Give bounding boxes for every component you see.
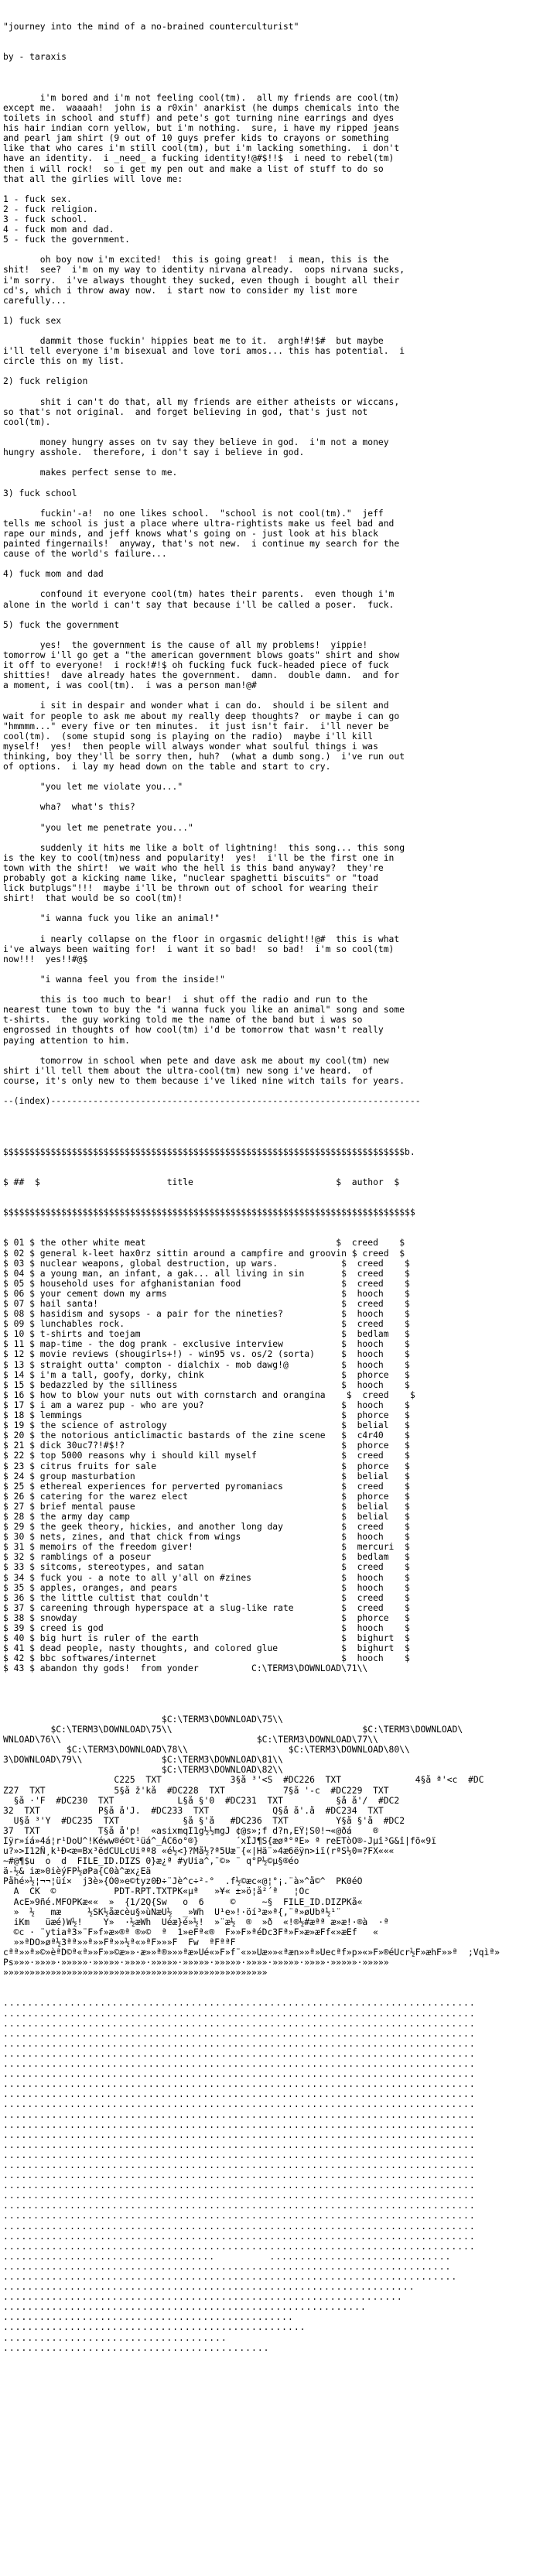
story-line: i nearly collapse on the floor in orgasmic delight!!@# this is what: [3, 933, 400, 944]
story-line: painted fingernails! anyway, that's not new. i continue my search for the: [3, 538, 400, 549]
story-line: nearest tune town to buy the "i wanna fuck you like an animal" song and some: [3, 1005, 405, 1016]
trailer-line: ................................................: [3, 2312, 294, 2323]
trailer-line: ..............................................................................: [3, 2129, 476, 2140]
story-line: "hmmmm..." every five or ten minutes. it just isn't fair. i'll never be: [3, 721, 389, 731]
trailer-line: ..............................................................................: [3, 2048, 476, 2059]
story-line: course, it's only new to them because i've liked nine witch tails for years.: [3, 1075, 405, 1086]
story-line: cool(tm).: [3, 416, 51, 427]
story-line: i've always been waiting for! i want it so bad! so bad! i'm so cool(tm): [3, 944, 395, 954]
story-line: [3, 83, 554, 93]
index-row: $ 25 $ ethereal experiences for perverted pyromaniacs $ creed $: [3, 1481, 410, 1492]
story-line: suddenly it hits me like a bolt of lightning! this song... this song: [3, 842, 405, 853]
garbage-line: Påhé»½¦¬¬¦üí× j3è»{Ò0»e©tyz0Ð÷¨Jè^c÷²-° .f½©æc«@¦°¡.¨à»^å©^ PK0éÕ: [3, 1876, 363, 1887]
garbage-line: Iÿr»íá»4á¦r¹DoU^!Kéww®é©t¹üá^_ÁC6o°®} ´xÏJ¶S{æøª°ªE» ª reETòO®-Jµî³G&î|fõ«9ï: [3, 1835, 437, 1846]
index-row: $ 18 $ lemmings $ phorce $: [3, 1410, 410, 1421]
story-line: shirt i'll tell them about the ultra-cool(tm) new song i've heard. of: [3, 1065, 374, 1076]
trailer-line: ....................................................................: [3, 2282, 415, 2293]
story-line: 5) fuck the government: [3, 619, 120, 630]
story-line: "i wanna feel you from the inside!": [3, 975, 225, 985]
story-line: cause of the world's failure...: [3, 549, 167, 560]
index-rows: [3, 1238, 554, 1673]
trailer-line: ..............................................................................: [3, 2008, 476, 2019]
story-line: [3, 813, 554, 823]
story-line: and pearl jam shirt (9 out of 10 guys prefer kids to crayons or something: [3, 133, 389, 144]
story-line: [3, 184, 554, 194]
story-line: [3, 457, 554, 468]
story-line: [3, 427, 554, 437]
trailer-line: ..............................................................................: [3, 2059, 476, 2070]
garbage-line: C225 TXT 3§å ³'<S #DC226 TXT 4§å ª'<c #DC: [3, 1775, 484, 1786]
trailer-line: ..........................................................................: [3, 2261, 452, 2272]
trailer-line: ..............................................................................: [3, 2028, 476, 2039]
garbage-line: $C:\TERM3\DOWNLOAD\75\\ $C:\TERM3\DOWNLOAD\: [3, 1724, 463, 1735]
story-line: shit! see? i'm on my way to identity nirvana already. oops nirvana sucks,: [3, 265, 405, 276]
trailer-line: ..............................................................................: [3, 2139, 476, 2150]
trailer-line: ..............................................................................: [3, 2099, 476, 2110]
trailer-line: ..............................................................................: [3, 2069, 476, 2080]
story-line: [3, 924, 554, 934]
index-row: $ 27 $ brief mental pause $ belial $: [3, 1501, 410, 1512]
story-line: that all the girlies will love me:: [3, 173, 183, 184]
story-line: 2 - fuck religion.: [3, 204, 98, 214]
garbage-line: A CK © PDT-RPT.TXTPK«µª »¥« ±»ö¦å²´ª ¦Oc: [3, 1886, 310, 1897]
garbage-line: Ps»»»·»»»»·»»»»»·»»»»»·»»»»·»»»»»·»»»»»·»»»»»·»»»»·»»»»»·»»»»·»»»»»·»»»»»: [3, 1958, 389, 1968]
trailer-line: ..............................................................................: [3, 2241, 476, 2252]
story-line: [3, 579, 554, 589]
index-row: $ 22 $ top 5000 reasons why i should kill myself $ creed $: [3, 1451, 410, 1461]
story-line: rape our minds, and jeff knows what's going on - just look at his black: [3, 528, 378, 539]
index-row: $ 09 $ lunchables rock. $ creed $: [3, 1319, 410, 1330]
dotted-trailer: [3, 1998, 554, 2352]
trailer-line: ..............................................................................: [3, 2018, 476, 2029]
story-line: 2) fuck religion: [3, 376, 88, 387]
trailer-line: ..............................................................................: [3, 2089, 476, 2100]
story-line: thinking, boy they'll be sorry then, huh? (what a dumb song.) i've run out: [3, 751, 405, 762]
trailer-line: ..............................................................................: [3, 2038, 476, 2049]
trailer-line: ..................................................: [3, 2322, 306, 2333]
garbage-line: §å ·'F #DC230 TXT L§å §'0 #DC231 TXT §å å'/ #DC2: [3, 1795, 400, 1806]
story-line: yes! the government is the cause of all my problems! yippie!: [3, 639, 368, 650]
story-line: [3, 610, 554, 620]
story-line: i sit in despair and wonder what i can do. should i be silent and: [3, 701, 389, 711]
trailer-line: ..............................................................................: [3, 2109, 476, 2120]
index-row: $ 40 $ big hurt is ruler of the earth $ bighurt $: [3, 1633, 410, 1644]
trailer-line: ..............................................................................: [3, 2079, 476, 2090]
index-row: $ 13 $ straight outta' compton - dialchix - mob dawg!@ $ hooch $: [3, 1359, 410, 1370]
garbage-line: cªª»»ª»©»èªD©ª«ª»»F»»©æ»»·æ»»ª®»»»ªæ»Ué«»F»f¨«»»Uæ»»«ªæn»»ª»Uecªf»p»«»F»®éUcr½F»æhF»»ª ;Vqìª»: [3, 1947, 500, 1958]
story-line: shitties! dave already hates the government. damn. double damn. and for: [3, 670, 400, 681]
index-top-border: $$$$$$$$$$$$$$$$$$$$$$$$$$$$$$$$$$$$$$$$$$$$$$$$$$$$$$$$$$$$$$$$$$$$$$$$$$$$b.: [3, 1146, 415, 1157]
index-row: $ 30 $ nets, zines, and that chick from wings $ hooch $: [3, 1532, 410, 1543]
index-row: $ 33 $ sitcoms, stereotypes, and satan $ creed $: [3, 1562, 410, 1573]
story-line: tells me school is just a place where ultra-rightists make us feel bad and: [3, 518, 395, 529]
index-table: [3, 1126, 554, 1694]
story-line: paying attention to him.: [3, 1035, 130, 1046]
story-line: cd's, which i throw away now. i start now to consider my list more: [3, 285, 357, 296]
trailer-line: ..............................................................................: [3, 2150, 476, 2160]
trailer-line: ..............................................................................: [3, 2211, 476, 2221]
trailer-line: ..............................................................................: [3, 2119, 476, 2130]
story-line: 1 - fuck sex.: [3, 194, 72, 204]
story-line: "you let me penetrate you...": [3, 822, 193, 833]
story-line: wait for people to ask me about my really deep thoughts? or maybe i can go: [3, 711, 400, 721]
garbage-line: $C:\TERM3\DOWNLOAD\82\\: [3, 1765, 283, 1776]
garbage-line: »»»»»»»»»»»»»»»»»»»»»»»»»»»»»»»»»»»»»»»»»»»»»»»»»»: [3, 1968, 268, 1978]
story-line: myself! yes! then people will always wonder what soulful things i was: [3, 741, 378, 752]
index-row: $ 06 $ your cement down my arms $ hooch $: [3, 1288, 410, 1299]
story-line: [3, 306, 554, 316]
index-header-row: $ ## $ title $ author $: [3, 1177, 400, 1187]
garbage-line: iKm üæé)W½! Y» ·½æWh Uéæ}é»½! »¨æ½ ® »ð «!®½#æªª æ»æ!·®à ·ª: [3, 1917, 389, 1927]
story-line: engrossed in thoughts of how cool(tm) i'd be tomorrow that wasn't really: [3, 1025, 384, 1036]
story-line: oh boy now i'm excited! this is going great! i mean, this is the: [3, 255, 389, 265]
trailer-line: ..............................................................................: [3, 2201, 476, 2211]
story-line: tomorrow in school when pete and dave ask me about my cool(tm) new: [3, 1055, 389, 1066]
story-line: cool(tm). (some stupid song is playing on the radio) maybe i'll kill: [3, 731, 374, 742]
trailer-line: ................................... ..............................: [3, 2251, 452, 2262]
story-line: then i will rock! so i get my pen out and make a list of stuff to do so: [3, 163, 384, 174]
story-line: i'm bored and i'm not feeling cool(tm). all my friends are cool(tm): [3, 92, 400, 103]
index-row: $ 23 $ citrus fruits for sale $ phorce $: [3, 1461, 410, 1471]
story-line: shit i can't do that, all my friends are either atheists or wiccans,: [3, 396, 400, 407]
garbage-line: » ½ mæ ½SK½åæcèu§»ùNæU½ _»Wh U¹e»!·öí³æ»ª{,¨ª»øUbª½¹¨: [3, 1906, 342, 1917]
index-row: $ 34 $ fuck you - a note to all y'all on #zines $ hooch $: [3, 1572, 410, 1583]
index-row: $ 19 $ the science of astrology $ belial $: [3, 1420, 410, 1431]
index-row: $ 05 $ household uses for afghanistanian food $ creed $: [3, 1278, 410, 1289]
index-row: $ 11 $ map-time - the dog prank - exclusive interview $ hooch $: [3, 1339, 410, 1350]
story-line: lick butplugs"!!! maybe i'll be thrown out of school for wearing their: [3, 883, 378, 894]
trailer-line: .....................................: [3, 2332, 227, 2343]
story-line: [3, 964, 554, 975]
garbage-line: Z27 TXT 5§å ž'kå #DC228 TXT 7§å '-c #DC229 TXT: [3, 1785, 389, 1796]
story-line: i'm sorry. i've always thought they sucked, even though i bought all their: [3, 275, 400, 286]
story-line: have an identity. i _need_ a fucking identity!@#$!!$ i need to rebel(tm): [3, 153, 395, 164]
document-byline: by - taraxis: [3, 52, 67, 63]
index-row: $ 16 $ how to blow your nuts out with cornstarch and orangina $ creed $: [3, 1389, 415, 1400]
garbage-line: U§å ³'Y #DC235 TXT §å §'å #DC236 TXT Y§å §'å #DC2: [3, 1815, 405, 1826]
garbage-line: u?»>I12Ñ¸k¹Ð<æ=Bx³ëdCULcUiªª8 «é½<}?Må½?ª5Uæ¨{«|Hä¨»4æ6ëÿn>iï(rªS½0=?FX«««: [3, 1846, 395, 1857]
story-line: shirt! that would be so cool(tm)!: [3, 893, 183, 904]
story-line: probably got a kicking name like, "nuclear spaghetti biscuits" or "toad: [3, 873, 378, 884]
story-line: [3, 326, 554, 336]
index-row: $ 29 $ the geek theory, hickies, and another long day $ creed $: [3, 1522, 410, 1533]
trailer-line: ..............................................................................: [3, 2160, 476, 2170]
garbage-line: $C:\TERM3\DOWNLOAD\75\\: [3, 1714, 283, 1725]
garbage-line: 32 TXT P§å å'J. #DC233 TXT Q§å å'.å #DC234 TXT: [3, 1805, 384, 1816]
story-line: [3, 478, 554, 488]
story-line: fuckin'-a! no one likes school. "school is not cool(tm)." jeff: [3, 508, 384, 519]
garbage-line: WNLOAD\76\\ $C:\TERM3\DOWNLOAD\77\\: [3, 1735, 378, 1745]
index-row: $ 35 $ apples, oranges, and pears $ hooch $: [3, 1582, 410, 1593]
story-line: circle this on my list.: [3, 356, 125, 367]
index-row: $ 37 $ careening through hyperspace at a slug-like rate $ creed $: [3, 1602, 410, 1613]
story-line: dammit those fuckin' hippies beat me to it. argh!#!$# but maybe: [3, 336, 384, 347]
index-row: $ 38 $ snowday $ phorce $: [3, 1612, 410, 1623]
story-line: his hair indian corn yellow, but i'm nothing. sure, i have my ripped jeans: [3, 123, 400, 134]
document: [3, 2, 554, 2363]
story-line: except me. waaaah! john is a r0xin' anarkist (he dumps chemicals into the: [3, 102, 400, 113]
story-line: 4 - fuck mom and dad.: [3, 224, 114, 235]
story-line: money hungry asses on tv say they believe in god. i'm not a money: [3, 437, 389, 448]
story-line: like that who cares i'm still cool(tm), but i'm lacking something. i don't: [3, 143, 400, 154]
garbage-line: ä-½& iæ»0ièýFP½øPa{C0à^æx¿Eä: [3, 1866, 152, 1877]
story-line: so that's not original. and forget believing in god, that's just not: [3, 406, 368, 417]
garbage-line: 3\DOWNLOAD\79\\ $C:\TERM3\DOWNLOAD\81\\: [3, 1755, 283, 1766]
story-line: 1) fuck sex: [3, 315, 62, 326]
index-row: $ 41 $ dead people, nasty thoughts, and colored glue $ bighurt $: [3, 1643, 410, 1654]
index-row: $ 07 $ hail santa! $ creed $: [3, 1299, 410, 1309]
index-row: $ 42 $ bbc softwares/internet $ hooch $: [3, 1653, 410, 1664]
index-row: $ 12 $ movie reviews (shougirls+!) - win95 vs. os/2 (sorta) $ hooch $: [3, 1349, 410, 1360]
story-line: [3, 772, 554, 782]
story-line: t-shirts. the guy working told me the name of the band but i was so: [3, 1015, 363, 1026]
story-line: 3) fuck school: [3, 488, 77, 498]
index-row: $ 31 $ memoirs of the freedom giver! $ mercuri $: [3, 1542, 410, 1553]
story-line: wha? what's this?: [3, 802, 135, 813]
index-row: $ 03 $ nuclear weapons, global destruction, up wars. $ creed $: [3, 1258, 410, 1269]
index-row: $ 21 $ dick 30uc7?!#$!? $ phorce $: [3, 1440, 410, 1451]
index-row: $ 28 $ the army day camp $ belial $: [3, 1511, 410, 1522]
trailer-line: ..............................................................................: [3, 2180, 476, 2191]
index-row: $ 32 $ ramblings of a poseur $ bedlam $: [3, 1552, 410, 1563]
index-row: $ 15 $ bedazzled by the silliness $ hooch $: [3, 1379, 410, 1390]
document-title: "journey into the mind of a no-brained counterculturist": [3, 22, 299, 33]
story-line: 3 - fuck school.: [3, 214, 88, 224]
story-line: toilets in school and stuff) and pete's got turning nine earrings and dyes: [3, 113, 395, 124]
garbage-line: »»ªDO»øª½3ªª»»ª»»Fª»»½ª«»ªF»»»F Fw ªFªªF: [3, 1937, 236, 1947]
index-row: $ 10 $ t-shirts and toejam $ bedlam $: [3, 1329, 410, 1340]
story-line: 4) fuck mom and dad: [3, 569, 104, 580]
story-line: [3, 1046, 554, 1056]
index-row: $ 24 $ group masturbation $ belial $: [3, 1471, 410, 1482]
index-row: $ 08 $ hasidism and sysops - a pair for the nineties? $ hooch $: [3, 1309, 410, 1320]
story-line: now!!! yes!!#@$: [3, 954, 88, 964]
index-row: $ 26 $ catering for the warez elect $ phorce $: [3, 1491, 410, 1502]
garbage-line: AcE»9ñé.MFOPKæ«« » {1/2Q{Sw o 6 © ~§ FILE_ID.DIZPKå«: [3, 1896, 363, 1907]
story-body: [3, 83, 554, 1106]
story-line: makes perfect sense to me.: [3, 468, 178, 478]
index-row: $ 01 $ the other white meat $ creed $: [3, 1238, 405, 1249]
corrupted-binary-block: [3, 1714, 554, 1978]
trailer-line: ...........................................................................: [3, 2272, 458, 2282]
story-line: 5 - fuck the government.: [3, 235, 130, 245]
story-line: [3, 792, 554, 802]
trailer-line: ..............................................................................: [3, 2231, 476, 2242]
index-row: $ 14 $ i'm a tall, goofy, dorky, chink $ phorce $: [3, 1369, 410, 1380]
story-line: [3, 833, 554, 843]
trailer-line: ............................................: [3, 2342, 270, 2353]
story-line: carefully...: [3, 295, 67, 306]
story-line: [3, 985, 554, 995]
story-line: is the key to cool(tm)ness and popularity! yes! i'll be the first one in: [3, 852, 395, 863]
story-line: i'll tell everyone i'm bisexual and love tori amos... this has potential. i: [3, 346, 405, 357]
garbage-line: ©c · ¨ytiaª3»¨F»f»æ»®ª ®»© ª 1»eFª«® F»»F»ªéDc3Fª»F»æ»æFf«»æEf «: [3, 1927, 378, 1937]
story-line: this is too much to bear! i shut off the radio and run to the: [3, 995, 368, 1005]
trailer-line: ..............................................................................: [3, 2191, 476, 2201]
story-line: [3, 387, 554, 397]
story-line: [3, 559, 554, 569]
trailer-line: ..............................................................................: [3, 2221, 476, 2232]
index-row: $ 02 $ general k-leet hax0rz sittin around a campfire and groovin $ creed $: [3, 1248, 405, 1259]
garbage-line: $C:\TERM3\DOWNLOAD\78\\ $C:\TERM3\DOWNLOAD\80\\: [3, 1745, 410, 1756]
index-row: $ 36 $ the little cultist that couldn't $ creed $: [3, 1592, 410, 1603]
story-line: [3, 1086, 554, 1096]
story-line: [3, 690, 554, 701]
story-line: "i wanna fuck you like an animal!": [3, 913, 220, 924]
story-line: "you let me violate you...": [3, 782, 183, 793]
index-row: $ 20 $ the notorious anticlimactic bastards of the zine scene $ c4r40 $: [3, 1430, 410, 1441]
garbage-line: ~#@¶$u o d FILE_ID.DIZS 0}æ¿ª #yUia^,¨©» ¨ q°P½©µ§®éo: [3, 1856, 299, 1867]
index-divider: $$$$$$$$$$$$$$$$$$$$$$$$$$$$$$$$$$$$$$$$$$$$$$$$$$$$$$$$$$$$$$$$$$$$$$$$$$$$$$: [3, 1208, 415, 1218]
story-line: hungry asshole. therefore, i don't say i believe in god.: [3, 447, 305, 458]
index-row: $ 43 $ abandon thy gods! from yonder C:\TERM3\DOWNLOAD\71\\: [3, 1663, 368, 1674]
story-line: town with the shirt! we wait who the hell is this band anyway? they're: [3, 862, 384, 873]
story-line: [3, 630, 554, 640]
story-line: [3, 245, 554, 255]
trailer-line: ............................................................: [3, 2302, 367, 2313]
trailer-line: ..............................................................................: [3, 2170, 476, 2181]
story-line: it off to everyone! i rock!#!$ oh fucking fuck fuck-headed piece of fuck: [3, 660, 389, 671]
story-line: a moment, i was cool(tm). i was a person man!@#: [3, 680, 257, 691]
story-line: --(index)----------------------------------------------------------------------: [3, 1096, 421, 1107]
garbage-line: 37 TXT T§å å'p! «asixmqI1g½½mgJ ¢@s»;f d?n,EŸ¦S0!¬«@ðá ®: [3, 1825, 378, 1836]
index-row: $ 39 $ creed is god $ hooch $: [3, 1623, 410, 1633]
index-row: $ 04 $ a young man, an infant, a gak... all living in sin $ creed $: [3, 1268, 410, 1279]
story-line: [3, 498, 554, 509]
story-line: tomorrow i'll go get a "the american government blows goats" shirt and show: [3, 650, 400, 660]
story-line: [3, 366, 554, 376]
index-row: $ 17 $ i am a warez pup - who are you? $ hooch $: [3, 1399, 410, 1410]
trailer-line: ..............................................................................: [3, 1998, 476, 2009]
story-line: alone in the world i can't say that because i'll be called a poser. fuck.: [3, 599, 395, 610]
trailer-line: ..................................................................: [3, 2292, 403, 2303]
story-line: [3, 903, 554, 913]
story-line: confound it everyone cool(tm) hates their parents. even though i'm: [3, 589, 395, 600]
story-line: of options. i lay my head down on the table and start to cry.: [3, 762, 331, 772]
